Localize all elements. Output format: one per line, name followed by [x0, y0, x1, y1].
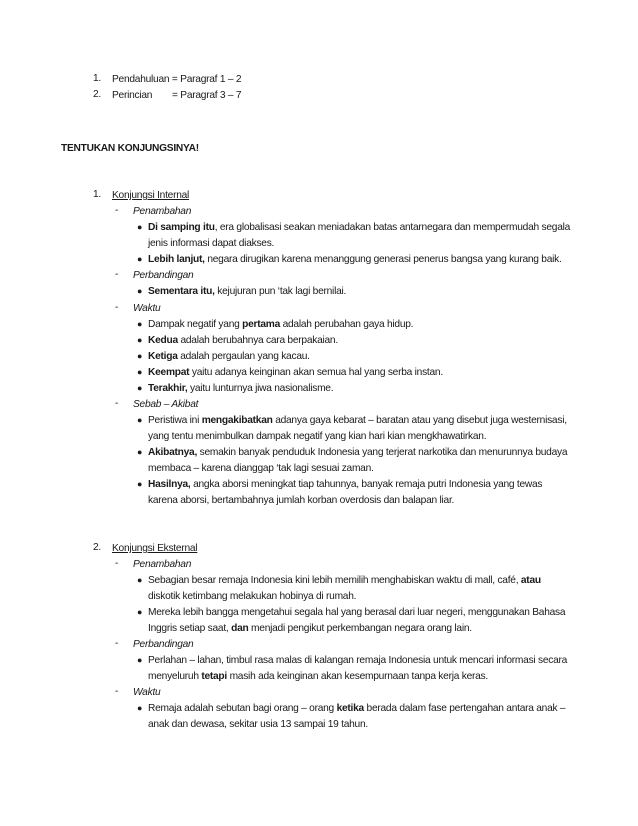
internal-sebab-item-2 — [148, 446, 567, 459]
intro-item-2-range: = Paragraf 3 – 7 — [172, 90, 242, 101]
dash-marker: - — [115, 686, 119, 697]
eksternal-penambahan-item-2-cont — [148, 622, 472, 635]
internal-sebab-item-1-cont: yang tentu menimbulkan dampak negatif yang kian hari kian mengkhawatirkan. — [148, 431, 487, 442]
sentence-text: adalah perubahan gaya hidup. — [280, 319, 414, 330]
intro-item-1-range: = Paragraf 1 – 2 — [169, 74, 242, 85]
internal-waktu-item-1 — [148, 318, 413, 331]
conjunction: ketika — [336, 703, 364, 714]
conjunction: pertama — [242, 319, 280, 330]
bullet-icon: ● — [137, 415, 143, 425]
sentence-text: adalah pergaulan yang kacau. — [177, 351, 310, 362]
sentence-text: masih ada keinginan akan kesempurnaan tanpa kerja keras. — [226, 671, 488, 682]
internal-perbandingan-label: Perbandingan — [133, 270, 194, 281]
eksternal-number: 2. — [93, 542, 101, 553]
conjunction: mengakibatkan — [201, 415, 273, 426]
conjunction: Ketiga — [148, 351, 178, 362]
dash-marker: - — [115, 638, 119, 649]
internal-sebab-item-3-cont: karena aborsi, bertambahnya jumlah korban overdosis dan balapan liar. — [148, 495, 455, 506]
sentence-text: kejujuran pun ‘tak lagi bernilai. — [214, 286, 347, 297]
conjunction: Lebih lanjut, — [148, 254, 205, 265]
conjunction: tetapi — [201, 671, 227, 682]
section-heading: TENTUKAN KONJUNGSINYA! — [61, 143, 199, 154]
bullet-icon: ● — [137, 351, 143, 361]
bullet-icon: ● — [137, 319, 143, 329]
internal-penambahan-item-1-cont: jenis informasi dapat diakses. — [148, 238, 275, 249]
internal-title: Konjungsi Internal — [112, 190, 190, 201]
bullet-icon: ● — [137, 703, 143, 713]
bullet-icon: ● — [137, 607, 143, 617]
eksternal-penambahan-label: Penambahan — [133, 559, 192, 570]
conjunction: Kedua — [148, 335, 178, 346]
eksternal-perbandingan-item-1: Perlahan – lahan, timbul rasa malas di kalangan remaja Indonesia untuk mencari informasi secara — [148, 655, 568, 666]
sentence-text: Dampak negatif yang — [148, 319, 243, 330]
internal-sebab-item-3 — [148, 478, 542, 491]
internal-waktu-item-2 — [148, 334, 338, 347]
sentence-text: adanya gaya kebarat – baratan atau yang disebut juga westernisasi, — [272, 415, 567, 426]
conjunction: Di samping itu — [148, 222, 215, 233]
sentence-text: angka aborsi meningkat tiap tahunnya, banyak remaja putri Indonesia yang tewas — [190, 479, 543, 490]
conjunction: Akibatnya, — [148, 447, 198, 458]
intro-item-1-label: Pendahuluan — [112, 74, 170, 85]
sentence-text: yaitu adanya keinginan akan semua hal yang serba instan. — [189, 367, 443, 378]
internal-sebab-item-2-cont: membaca – karena dianggap ‘tak lagi sesuai zaman. — [148, 463, 374, 474]
dash-marker: - — [115, 398, 119, 409]
dash-marker: - — [115, 205, 119, 216]
bullet-icon: ● — [137, 222, 143, 232]
bullet-icon: ● — [137, 575, 143, 585]
internal-sebab-label: Sebab – Akibat — [133, 399, 199, 410]
sentence-text: Inggris setiap saat, — [148, 623, 232, 634]
dash-marker: - — [115, 269, 119, 280]
internal-waktu-item-5 — [148, 382, 333, 395]
conjunction: Keempat — [148, 367, 190, 378]
internal-waktu-item-4 — [148, 366, 443, 379]
sentence-text: Sebagian besar remaja Indonesia kini lebih memilih menghabiskan waktu di mall, café, — [148, 575, 521, 586]
internal-waktu-item-3 — [148, 350, 310, 363]
eksternal-penambahan-item-1-cont: diskotik ketimbang melakukan hobinya di rumah. — [148, 591, 357, 602]
internal-waktu-label: Waktu — [133, 303, 161, 314]
bullet-icon: ● — [137, 286, 143, 296]
conjunction: Terakhir, — [148, 383, 188, 394]
internal-penambahan-label: Penambahan — [133, 206, 192, 217]
bullet-icon: ● — [137, 479, 143, 489]
sentence-text: yaitu lunturnya jiwa nasionalisme. — [187, 383, 334, 394]
sentence-text: menjadi pengikut perkembangan negara orang lain. — [248, 623, 472, 634]
sentence-text: adalah berubahnya cara berpakaian. — [177, 335, 338, 346]
bullet-icon: ● — [137, 254, 143, 264]
bullet-icon: ● — [137, 383, 143, 393]
internal-number: 1. — [93, 189, 101, 200]
sentence-text: berada dalam fase pertengahan antara anak – — [363, 703, 566, 714]
bullet-icon: ● — [137, 335, 143, 345]
internal-penambahan-item-2 — [148, 253, 562, 266]
sentence-text: Remaja adalah sebutan bagi orang – orang — [148, 703, 337, 714]
internal-penambahan-item-1 — [148, 221, 570, 234]
eksternal-perbandingan-item-1-cont — [148, 670, 488, 683]
sentence-text: Peristiwa ini — [148, 415, 202, 426]
internal-sebab-item-1 — [148, 414, 567, 427]
sentence-text: semakin banyak penduduk Indonesia yang terjerat narkotika dan menurunnya budaya — [197, 447, 568, 458]
conjunction: atau — [520, 575, 541, 586]
conjunction: Sementara itu, — [148, 286, 215, 297]
eksternal-waktu-item-1 — [148, 702, 565, 715]
eksternal-perbandingan-label: Perbandingan — [133, 639, 194, 650]
eksternal-title: Konjungsi Eksternal — [112, 543, 198, 554]
intro-number-2: 2. — [93, 89, 101, 100]
eksternal-penambahan-item-2: Mereka lebih bangga mengetahui segala hal yang berasal dari luar negeri, menggunakan Bahasa — [148, 607, 566, 618]
bullet-icon: ● — [137, 447, 143, 457]
internal-perbandingan-item-1 — [148, 285, 346, 298]
intro-item-2-label: Perincian — [112, 90, 153, 101]
eksternal-waktu-label: Waktu — [133, 687, 161, 698]
dash-marker: - — [115, 302, 119, 313]
bullet-icon: ● — [137, 655, 143, 665]
sentence-text: menyeluruh — [148, 671, 202, 682]
intro-item-1 — [112, 73, 241, 86]
conjunction: dan — [231, 623, 249, 634]
eksternal-waktu-item-1-cont: anak dan dewasa, sekitar usia 13 sampai 19 tahun. — [148, 719, 368, 730]
sentence-text: , era globalisasi seakan meniadakan batas antarnegara dan mempermudah segala — [214, 222, 571, 233]
conjunction: Hasilnya, — [148, 479, 191, 490]
dash-marker: - — [115, 558, 119, 569]
bullet-icon: ● — [137, 367, 143, 377]
intro-number-1: 1. — [93, 73, 101, 84]
sentence-text: negara dirugikan karena menanggung generasi penerus bangsa yang kurang baik. — [204, 254, 562, 265]
eksternal-penambahan-item-1 — [148, 574, 541, 587]
